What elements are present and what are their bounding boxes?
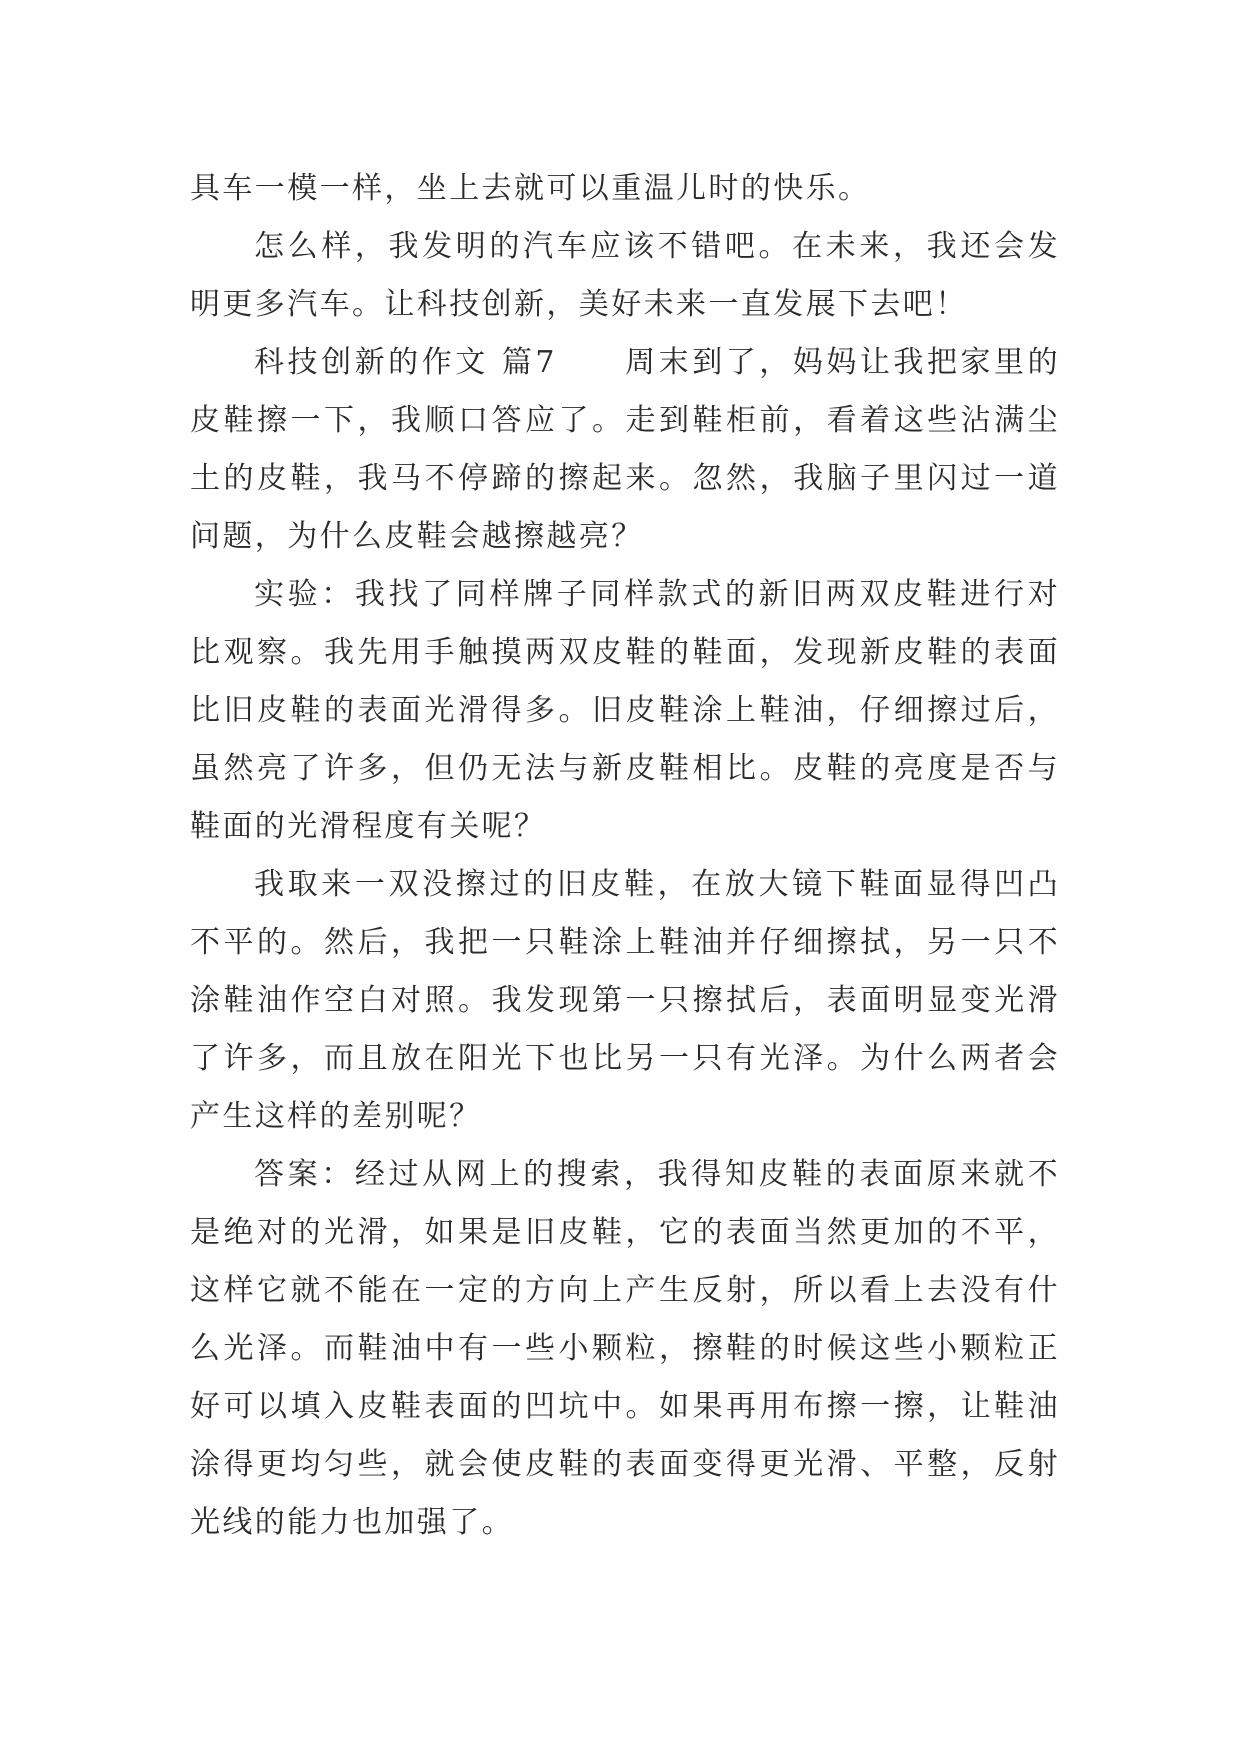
paragraph-answer: 答案：经过从网上的搜索，我得知皮鞋的表面原来就不是绝对的光滑，如果是旧皮鞋，它的表面当然更加的不平，这样它就不能在一定的方向上产生反射，所以看上去没有什么光泽。而鞋油中有一些小颗粒，擦鞋的时候这些小颗粒正好可以填入皮鞋表面的凹坑中。如果再用布擦一擦，让鞋油涂得更均匀些，就会使皮鞋的表面变得更光滑、平整，反射光线的能力也加强了。 (190, 1157, 1060, 1540)
paragraph-continuation: 具车一模一样，坐上去就可以重温儿时的快乐。 (190, 171, 871, 206)
document-body (190, 160, 1060, 1552)
paragraph-essay-7-intro: 科技创新的作文 篇7 周末到了，妈妈让我把家里的皮鞋擦一下，我顺口答应了。走到鞋柜前，看着这些沾满尘土的皮鞋，我马不停蹄的擦起来。忽然，我脑子里闪过一道问题，为什么皮鞋会越擦越亮？ (190, 345, 1060, 554)
paragraph-observation: 我取来一双没擦过的旧皮鞋，在放大镜下鞋面显得凹凸不平的。然后，我把一只鞋涂上鞋油并仔细擦拭，另一只不涂鞋油作空白对照。我发现第一只擦拭后，表面明显变光滑了许多，而且放在阳光下也比另一只有光泽。为什么两者会产生这样的差别呢？ (190, 867, 1060, 1134)
paragraph-experiment: 实验：我找了同样牌子同样款式的新旧两双皮鞋进行对比观察。我先用手触摸两双皮鞋的鞋面，发现新皮鞋的表面比旧皮鞋的表面光滑得多。旧皮鞋涂上鞋油，仔细擦过后，虽然亮了许多，但仍无法与新皮鞋相比。皮鞋的亮度是否与鞋面的光滑程度有关呢？ (190, 577, 1060, 844)
paragraph-invention-conclusion: 怎么样，我发明的汽车应该不错吧。在未来，我还会发明更多汽车。让科技创新，美好未来一直发展下去吧！ (190, 229, 1060, 322)
